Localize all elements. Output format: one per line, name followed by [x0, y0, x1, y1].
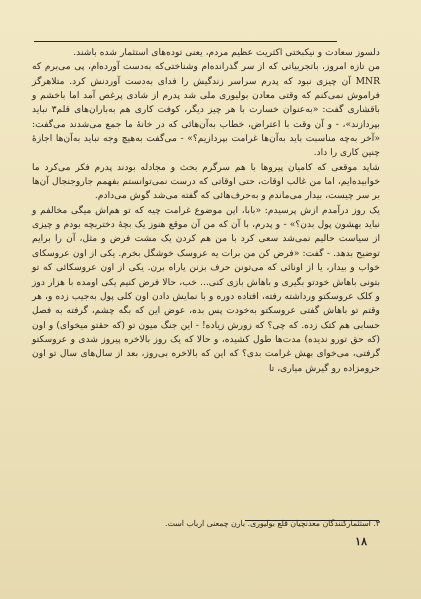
- paragraph-4: یک روز درآمدم ازش پرسیدم: «بابا، این موضوع غرامت چیه که تو هم‌اش میگی مخالفم و نباید بهشون پول بدن؟» - و پدرم، با آن که من آن موقع هنوز یک بچهٔ دختربچه بودم و چیزی از سیاست حالیم نمی‌شد سعی کرد با من هم کردن یک مشت فرض و مثل، آن را برایم توضیح بدهد. - گفت: «فرض کن من برات یه عروسک خوشگل بخرم. یکی از اون عروسکای خواب و بیدار، یا از اونائی که می‌تونن حرف بزنن یاراه برن. یکی از اون عروسکائی که تو بتونی باهاش خودتو بگیری و باهاش بازی کنی... خب، حالا فرض کنیم یکی اومده با هزار دوز و کلک عروسکتو ورداشته رفته، افتاده دوره و با نمایش دادن اون کلی پول به‌جیب زده و، هر وقتم تو باهاش گفتی عروسکتو به‌خودت پس بده، عوض این که بگه چشم، گرفته به فصل حسابی هم کتک زده. که چی؟ که زورش زیاده! - این جنگ میون تو (که حقتو میخوای) و اون (که حق تورو ندیده) مدت‌ها طول کشیده، و حالا که یک روز بالاخره پیروز شدی و عروسکتو گرفتی، می‌خوای بهش غرامت بدی؟ که این که بالاخره بی‌روز، بعد از سال‌های سال تو اون حرومزاده رو گیرش میاری، تا: [32, 204, 380, 374]
- footnote: ۳. استثمارکنندگان معدنچیان قلع بولیوری. بارن چمعنی ارباب است.: [165, 519, 380, 528]
- paragraph-3: شاید موقعی که کامیان پیروها با هم سرگرم بحث و مجادله بودند پدرم فکر می‌کرد ما خوابیده‌ایم، اما من غالب اوقات، حتی اوقاتی که درست نمی‌توانستم بفهمم جاروجنجال آن‌ها بر سر چیست، بیدار می‌ماندم و به‌حرف‌هائی که گفته می‌شد گوش می‌دادم.: [32, 161, 380, 202]
- top-rule: [34, 41, 337, 42]
- body-text: [32, 46, 380, 376]
- paragraph-1: دلسوز سعادت و نیکبختی اکثریت عظیم مردم، یعنی توده‌های استثمار شده باشند.: [73, 47, 380, 58]
- page-number: ۱۸: [355, 535, 367, 548]
- paragraph-2: من تازه امروز، باتجربیاتی که از سر گذرانده‌ام وشناختی‌که به‌دست آورده‌ام، پی می‌برم که MNR آن چیزی نبود که پدرم سراسر زندگیش را فدای به‌دست آوردنش کرد. متلاهرگز فراموش نمی‌کنم که وقتی معادن بولیوری ملی شد پدرم از شادی پرغص آمد اما باخشم و باقشاری گفت: «به‌عنوان خسارت با هر چیز دیگر، کوفت کاری هم به‌باران‌های قلم۳ نباید بپردازند»، - و آن وقت با اعتراض، خطاب به‌آن‌هائی که در خانهٔ ما جمع می‌شدند می‌گفت: «آخر به‌چه مناسبت باید به‌آن‌ها غرامت بپردازیم؟» - می‌گفت به‌هیچ وجه نباید به‌آن‌ها اجازهٔ چنین کاری را داد.: [32, 61, 380, 159]
